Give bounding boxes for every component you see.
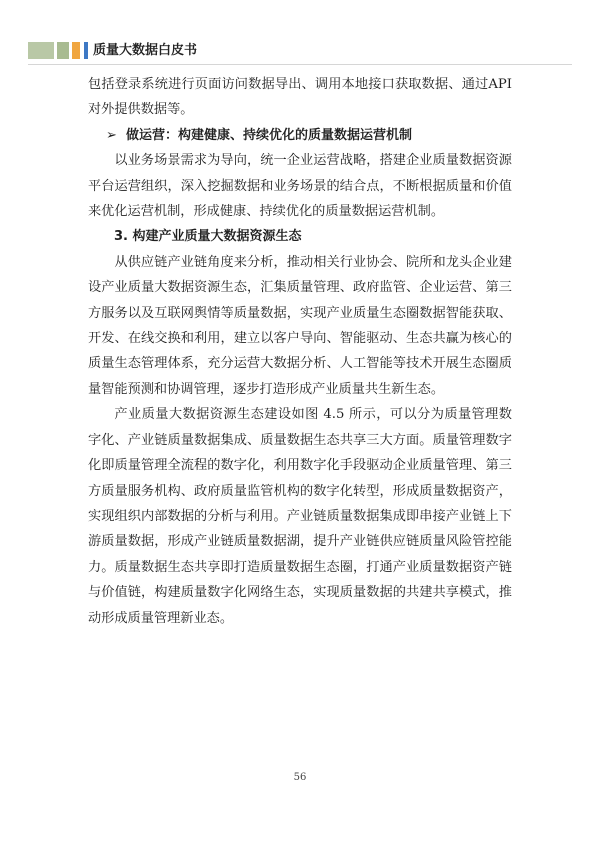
page-number: 56 bbox=[293, 772, 307, 783]
header-divider bbox=[28, 64, 572, 65]
subsection-heading: 3. 构建产业质量大数据资源生态 bbox=[114, 229, 302, 245]
header-decor-block bbox=[72, 42, 80, 59]
page-header bbox=[0, 0, 600, 70]
arrow-bullet-icon: ➢ bbox=[106, 127, 117, 143]
body-paragraph: 产业质量大数据资源生态建设如图 4.5 所示，可以分为质量管理数字化、产业链质量数据集成、质量数据生态共享三大方面。质量管理数字化即质量管理全流程的数字化，利用数字化手段驱动企业质量管理、第三方质量服务机构、政府质量监管机构的数字化转型，形成质量数据资产，实现组织内部数据的分析与利用。产业链质量数据集成即串接产业链上下游质量数据，形成产业链质量数据湖，提升产业链供应链质量风险管控能力。质量数据生态共享即打造质量数据生态圈，打通产业质量数据资产链与价值链，构建质量数字化网络生态，实现质量数据的共建共享模式，推动形成质量管理新业态。 bbox=[88, 407, 512, 626]
body-paragraph: 从供应链产业链角度来分析，推动相关行业协会、院所和龙头企业建设产业质量大数据资源生态，汇集质量管理、政府监管、企业运营、第三方服务以及互联网舆情等质量数据，实现产业质量生态圈数据智能获取、开发、在线交换和利用，建立以客户导向、智能驱动、生态共赢为核心的质量生态管理体系，充分运营大数据分析、人工智能等技术开展生态圈质量智能预测和协调管理，逐步打造形成产业质量共生新生态。 bbox=[88, 254, 512, 397]
header-decor-block bbox=[84, 42, 88, 59]
section-heading bbox=[88, 123, 512, 148]
page-body bbox=[88, 72, 512, 631]
header-title: 质量大数据白皮书 bbox=[93, 43, 198, 58]
header-decor-block bbox=[28, 42, 54, 59]
body-paragraph: 以业务场景需求为导向，统一企业运营战略，搭建企业质量数据资源平台运营组织，深入挖掘数据和业务场景的结合点，不断根据质量和价值来优化运营机制，形成健康、持续优化的质量数据运营机制。 bbox=[88, 153, 512, 220]
header-decor-block bbox=[57, 42, 69, 59]
body-paragraph: 包括登录系统进行页面访问数据导出、调用本地接口获取数据、通过API 对外提供数据等。 bbox=[88, 77, 512, 118]
section-heading-text: 做运营：构建健康、持续优化的质量数据运营机制 bbox=[126, 127, 413, 143]
